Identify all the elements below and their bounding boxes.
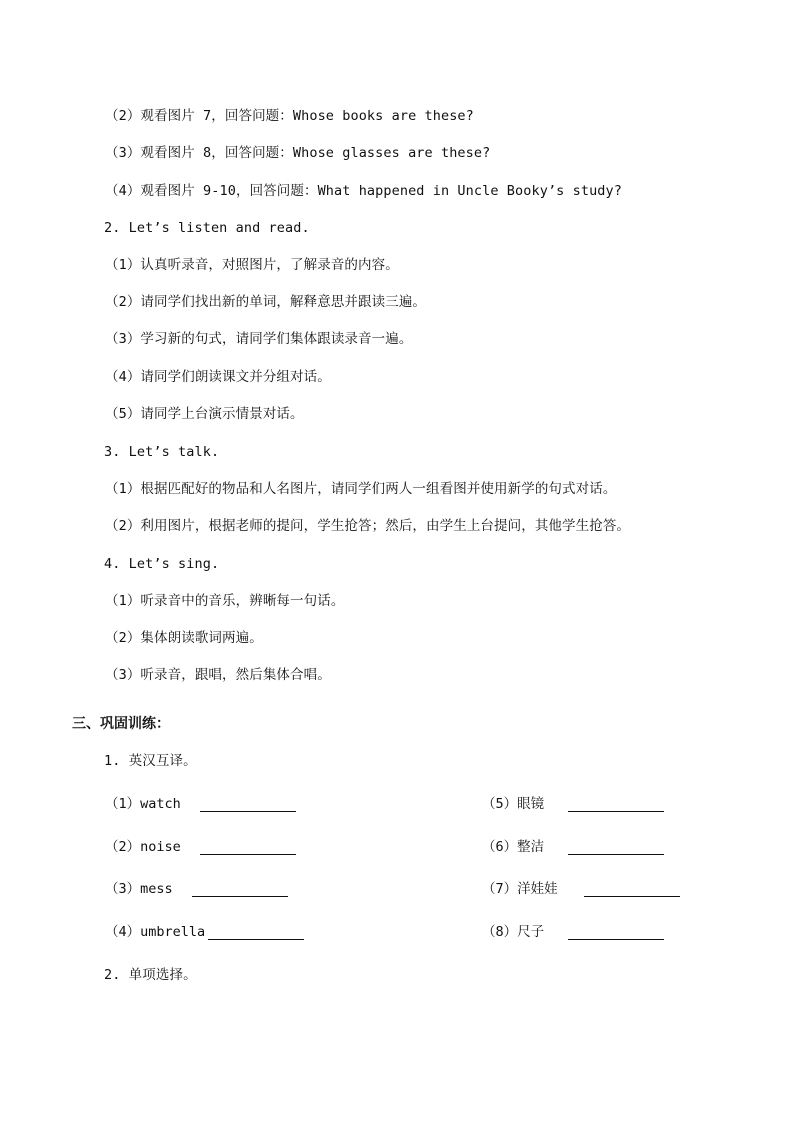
translate-item (105, 795, 181, 813)
translate-item (482, 838, 544, 856)
listen-read-title: 2. Let’s listen and read. (104, 220, 310, 236)
translate-item (105, 923, 205, 941)
step-watch-picture-8: （3）观看图片 8，回答问题：Whose glasses are these? (105, 145, 491, 161)
answer-blank[interactable] (200, 840, 296, 855)
section-heading-consolidation: 三、巩固训练： (72, 716, 170, 732)
answer-blank[interactable] (192, 882, 288, 897)
step-watch-picture-9-10: （4）观看图片 9-10，回答问题：What happened in Uncle Booky’s study? (105, 183, 622, 199)
listen-read-item: （3）学习新的句式，请同学们集体跟读录音一遍。 (105, 331, 413, 347)
translate-word: （7）洋娃娃 (482, 881, 558, 897)
translate-word: （3）mess (105, 881, 173, 897)
listen-read-item: （2）请同学们找出新的单词，解释意思并跟读三遍。 (105, 294, 427, 310)
translate-word: （1）watch (105, 796, 181, 812)
translate-word: （5）眼镜 (482, 796, 545, 812)
translate-word: （8）尺子 (482, 924, 545, 940)
answer-blank[interactable] (568, 797, 664, 812)
sing-item: （1）听录音中的音乐，辨晰每一句话。 (105, 593, 345, 609)
sing-item: （3）听录音，跟唱，然后集体合唱。 (105, 667, 331, 683)
answer-blank[interactable] (200, 797, 296, 812)
answer-blank[interactable] (208, 925, 304, 940)
answer-blank[interactable] (568, 840, 664, 855)
translate-title: 1. 英汉互译。 (104, 753, 197, 769)
translate-word: （2）noise (105, 839, 181, 855)
translate-item (105, 880, 173, 898)
talk-item: （2）利用图片，根据老师的提问，学生抢答；然后，由学生上台提问，其他学生抢答。 (105, 518, 631, 534)
talk-title: 3. Let’s talk. (104, 444, 220, 460)
answer-blank[interactable] (568, 925, 664, 940)
choice-title: 2. 单项选择。 (104, 967, 197, 983)
step-watch-picture-7: （2）观看图片 7，回答问题：Whose books are these? (105, 108, 474, 124)
translate-item (482, 795, 544, 813)
talk-item: （1）根据匹配好的物品和人名图片，请同学们两人一组看图并使用新学的句式对话。 (105, 481, 617, 497)
translate-item (482, 880, 558, 898)
answer-blank[interactable] (584, 882, 680, 897)
sing-title: 4. Let’s sing. (104, 556, 220, 572)
listen-read-item: （5）请同学上台演示情景对话。 (105, 406, 304, 422)
listen-read-item: （1）认真听录音，对照图片，了解录音的内容。 (105, 257, 399, 273)
listen-read-item: （4）请同学们朗读课文并分组对话。 (105, 369, 331, 385)
translate-item (482, 923, 544, 941)
translate-item (105, 838, 181, 856)
sing-item: （2）集体朗读歌词两遍。 (105, 630, 263, 646)
translate-word: （6）整洁 (482, 839, 545, 855)
translate-word: （4）umbrella (105, 924, 206, 940)
